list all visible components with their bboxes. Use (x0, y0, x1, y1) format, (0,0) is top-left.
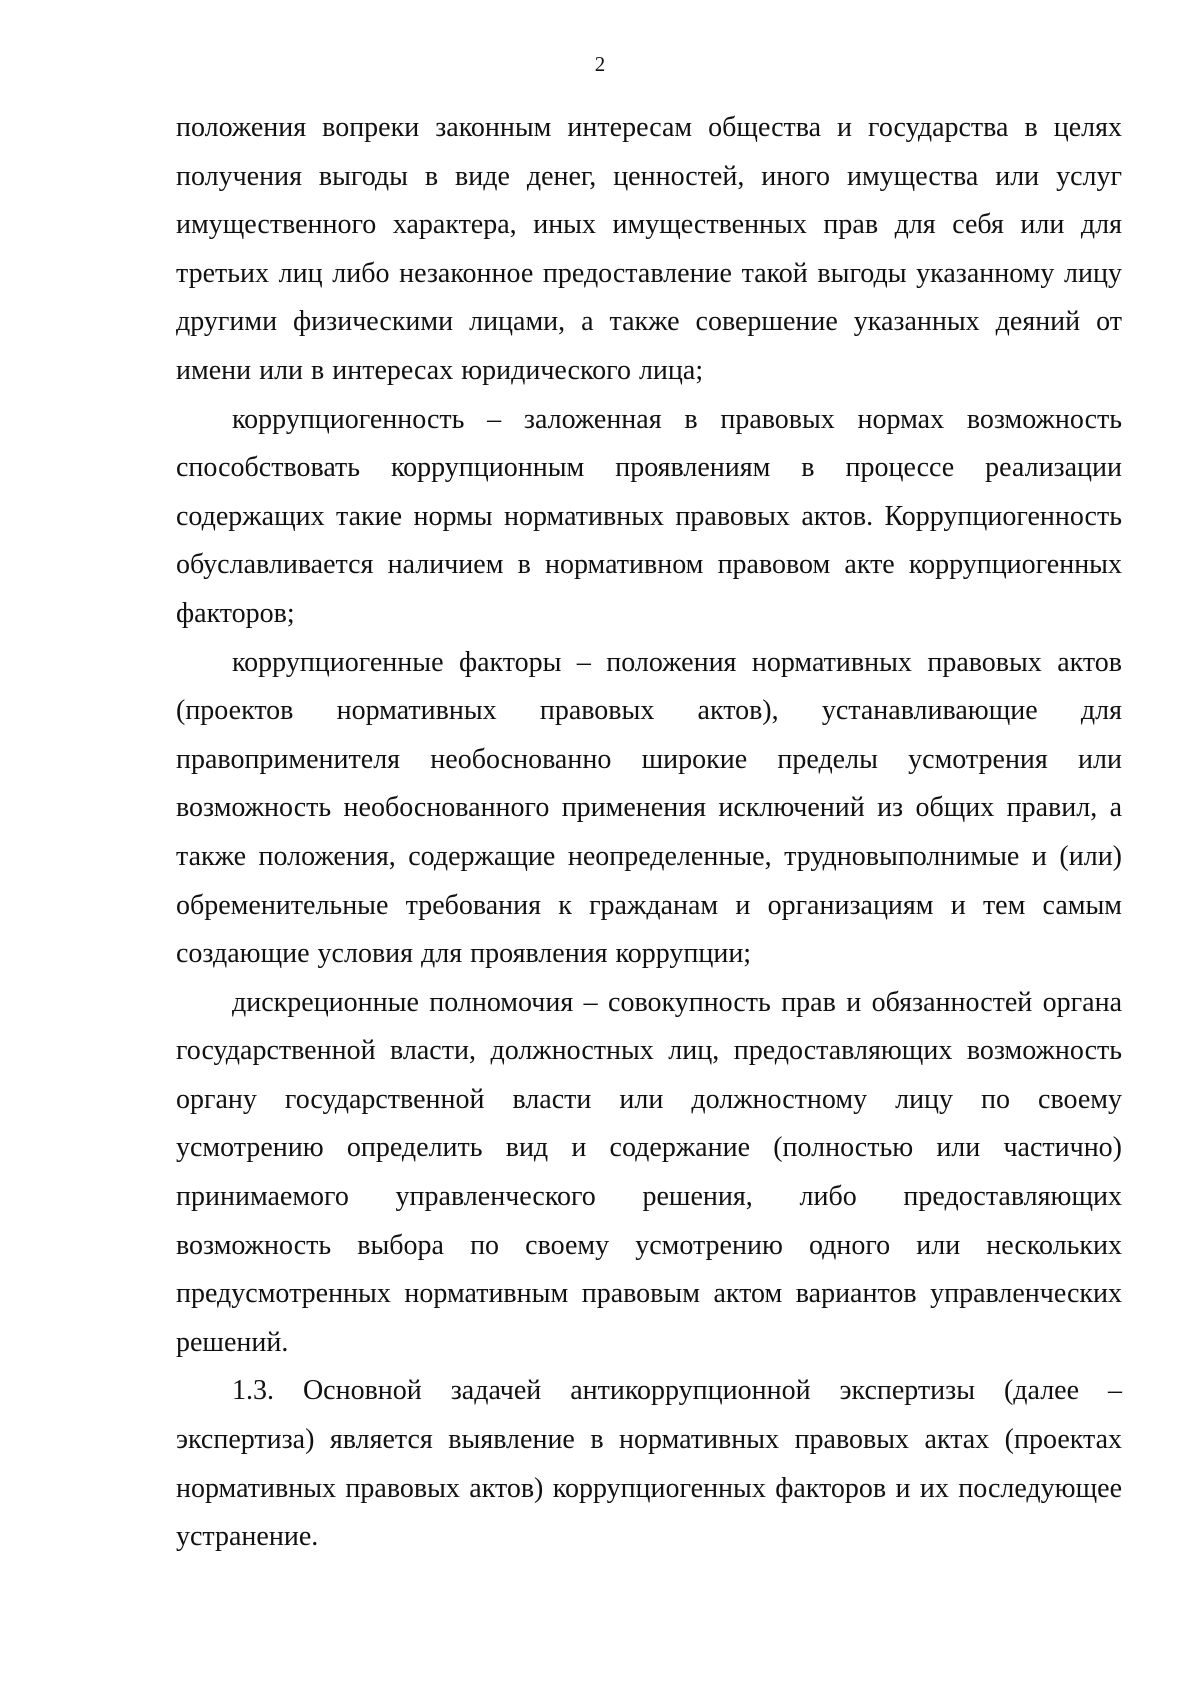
paragraph-corruptogenicity-definition: коррупциогенность – заложенная в правовых нормах возможность способствовать коррупционным проявлениям в процессе реализации содержащих такие нормы нормативных правовых актов. Коррупциогенность обуславливается наличием в нормативном правовом акте коррупциогенных факторов; (176, 403, 1122, 629)
paragraph-section-1-3: 1.3. Основной задачей антикоррупционной экспертизы (далее – экспертиза) является выявление в нормативных правовых актах (проектах нормативных правовых актов) коррупциогенных факторов и их последующее устранение. (176, 1375, 1122, 1553)
paragraph-corruptogenic-factors-definition: коррупциогенные факторы – положения нормативных правовых актов (проектов нормативных правовых актов), устанавливающие для правоприменителя необоснованно широкие пределы усмотрения или возможность необоснованного применения исключений из общих правил, а также положения, содержащие неопределенные, трудновыполнимые и (или) обременительные требования к гражданам и организациям и тем самым создающие условия для проявления коррупции; (176, 646, 1122, 970)
paragraph-discretionary-powers-definition: дискреционные полномочия – совокупность прав и обязанностей органа государственной власти, должностных лиц, предоставляющих возможность органу государственной власти или должностному лицу по своему усмотрению определить вид и содержание (полностью или частично) принимаемого управленческого решения, либо предоставляющих возможность выбора по своему усмотрению одного или нескольких предусмотренных нормативным правовым актом вариантов управленческих решений. (176, 986, 1122, 1358)
page-number: 2 (594, 52, 606, 76)
paragraph-corruption-definition-continued: положения вопреки законным интересам общества и государства в целях получения выгоды в виде денег, ценностей, иного имущества или услуг имущественного характера, иных имущественных прав для себя или для третьих лиц либо незаконное предоставление такой выгоды указанному лицу другими физическими лицами, а также совершение указанных деяний от имени или в интересах юридического лица; (176, 112, 1122, 386)
document-body (176, 104, 1122, 1562)
